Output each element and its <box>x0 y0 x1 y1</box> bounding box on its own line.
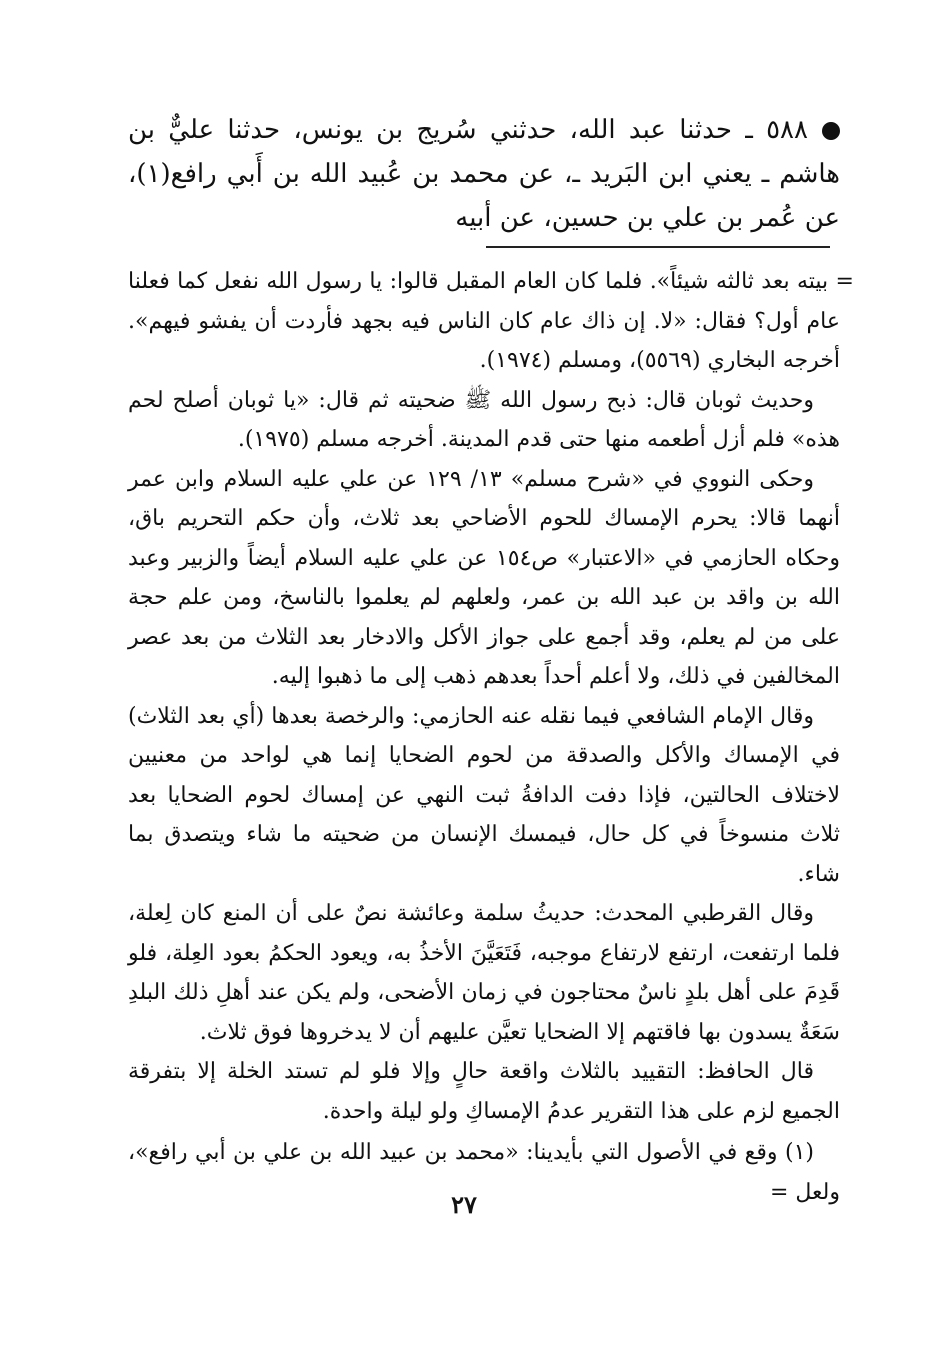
note-paragraph: وقال الإمام الشافعي فيما نقله عنه الحازمي: والرخصة بعدها (أي بعد الثلاث) في الإمساك والأكل والصدقة من لحوم الضحايا إنما هي لواحد من معنيين لاختلاف الحالتين، فإذا دفت الدافةُ ثبت النهي عن إمساك لحوم الضحايا بعد ثلاث منسوخاً في كل حال، فيمسك الإنسان من ضحيته ما شاء ويتصدق بما شاء. <box>128 703 840 887</box>
page-number: ٢٧ <box>451 1190 477 1219</box>
bullet-icon <box>822 122 840 140</box>
note-paragraph: وحديث ثوبان قال: ذبح رسول الله ﷺ ضحيته ثم قال: «يا ثوبان أصلح لحم هذه» فلم أزل أطعمه منها حتى قدم المدينة. أخرجه مسلم (١٩٧٥). <box>128 387 840 452</box>
note-paragraph: = بيته بعد ثالثه شيئاً». فلما كان العام المقبل قالوا: يا رسول الله نفعل كما فعلنا عام أول؟ فقال: «لا. إن ذاك عام كان الناس فيه بجهد فأردت أن يفشو فيهم». أخرجه البخاري (٥٥٦٩)، ومسلم (١٩٧٤). <box>128 269 854 373</box>
footnote: (١) وقع في الأصول التي بأيدينا: «محمد بن عبيد الله بن علي بن أبي رافع»، ولعل = <box>128 1140 840 1205</box>
note-paragraph: قال الحافظ: التقييد بالثلاث واقعة حالٍ وإلا فلو لم تستد الخلة إلا بتفرقة الجميع لزم على هذا التقرير عدمُ الإمساكِ ولو ليلة واحدة. <box>128 1059 840 1124</box>
footnote-separator <box>486 246 830 248</box>
note-paragraph: وقال القرطبي المحدث: حديثُ سلمة وعائشة نصٌ على أن المنع كان لِعلة، فلما ارتفعت، ارتفع لارتفاع موجبه، فَتَعَيَّنَ الأخذُ به، ويعود الحكمُ بعود العِلة، فلو قَدِمَ على أهل بلدٍ ناسٌ محتاجون في زمان الأضحى، ولم يكن عند أهلِ ذلك البلدِ سَعَةٌ يسدون بها فاقتهم إلا الضحايا تعيَّن عليهم أن لا يدخروها فوق ثلاث. <box>128 901 840 1045</box>
hadith-text: ٥٨٨ ـ حدثنا عبد الله، حدثني سُريج بن يونس، حدثنا عليٌّ بن هاشم ـ يعني ابن البَريد ـ، عن محمد بن عُبيد الله بن أَبي رافع(١)، عن عُمر بن علي بن حسين، عن أبيه <box>128 115 840 233</box>
notes-block <box>128 262 854 1212</box>
note-paragraph: وحكى النووي في «شرح مسلم» ١٣/ ١٢٩ عن علي عليه السلام وابن عمر أنهما قالا: يحرم الإمساك للحوم الأضاحي بعد ثلاث، وأن حكم التحريم باق، وحكاه الحازمي في «الاعتبار» ص١٥٤ عن علي عليه السلام أيضاً والزبير وعبد الله بن واقد بن عبد الله بن عمر، ولعلهم لم يعلموا بالناسخ، ومن علم حجة على من لم يعلم، وقد أجمع على جواز الأكل والادخار بعد الثلاث من بعد عصر المخالفين في ذلك، ولا أعلم أحداً بعدهم ذهب إلى ما ذهبوا إليه. <box>128 466 840 689</box>
hadith-block <box>128 108 840 240</box>
